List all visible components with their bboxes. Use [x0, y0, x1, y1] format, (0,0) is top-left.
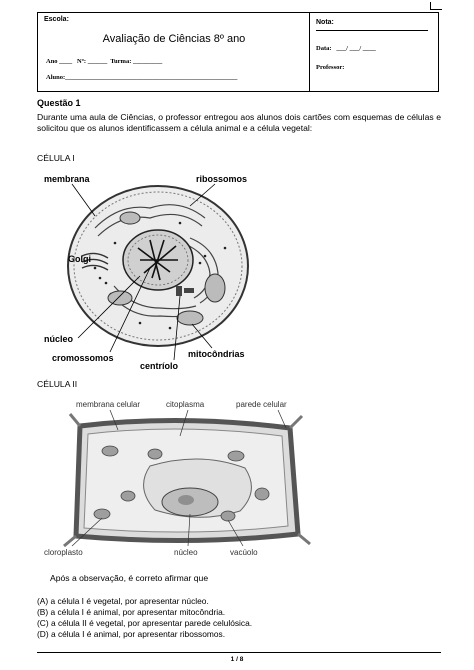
label-cloroplasto: cloroplasto: [44, 548, 83, 557]
question-title: Questão 1: [37, 98, 81, 108]
label-golgi: Golgi: [68, 254, 91, 264]
ano-numero-turma-line: Ano ____ Nº: ______ Turma: _________: [46, 58, 163, 65]
label-nucleo: núcleo: [44, 334, 74, 344]
exam-title: Avaliação de Ciências 8º ano: [102, 33, 246, 45]
label-parede-celular: parede celular: [236, 400, 287, 409]
option-a[interactable]: (A) a célula I é vegetal, por apresentar núcleo.: [37, 596, 209, 606]
label-cromossomos: cromossomos: [52, 353, 114, 363]
option-d[interactable]: (D) a célula I é animal, por apresentar ribossomos.: [37, 629, 226, 639]
animal-cell-drawing: [68, 184, 248, 360]
plant-cell-diagram: [40, 396, 312, 560]
question-text: Durante uma aula de Ciências, o professor entregou aos alunos dois cartões com esquemas de células e solicitou que os alunos identificassem a célula animal e a célula vegetal:: [37, 112, 441, 133]
footer-rule: [37, 652, 441, 653]
option-b[interactable]: (B) a célula I é animal, por apresentar mitocôndria.: [37, 607, 226, 617]
header-left-panel: [38, 13, 310, 91]
header-right-panel: [310, 13, 438, 91]
page-number: 1 / 8: [230, 656, 244, 663]
label-citoplasma: citoplasma: [166, 400, 205, 409]
label-centriolo: centríolo: [140, 361, 179, 371]
label-vacuolo: vacúolo: [230, 548, 258, 557]
answer-options: [37, 596, 252, 640]
label-ribossomos: ribossomos: [196, 174, 248, 184]
question-prompt: Após a observação, é correto afirmar que: [50, 573, 209, 583]
cell-2-label: CÉLULA II: [37, 379, 78, 389]
label-membrana: membrana: [44, 174, 90, 184]
label-nucleo-vegetal: núcleo: [174, 548, 198, 557]
escola-label: Escola:: [44, 16, 69, 23]
animal-cell-diagram: [40, 168, 280, 373]
professor-label: Professor:: [316, 64, 345, 71]
option-c[interactable]: (C) a célula II é vegetal, por apresentar parede celulósica.: [37, 618, 253, 628]
plant-cell-drawing: [64, 410, 310, 546]
data-label: Data: ___/ ___/ ____: [316, 45, 376, 52]
nota-rule: [316, 30, 428, 31]
nota-label: Nota:: [316, 19, 334, 26]
label-membrana-celular: membrana celular: [76, 400, 141, 409]
exam-header: [37, 12, 439, 92]
aluno-line: Aluno:_____________________________________________________: [46, 74, 238, 81]
cell-1-label: CÉLULA I: [37, 153, 75, 163]
label-mitocondrias: mitocôndrias: [188, 349, 245, 359]
corner-mark: [430, 2, 442, 10]
